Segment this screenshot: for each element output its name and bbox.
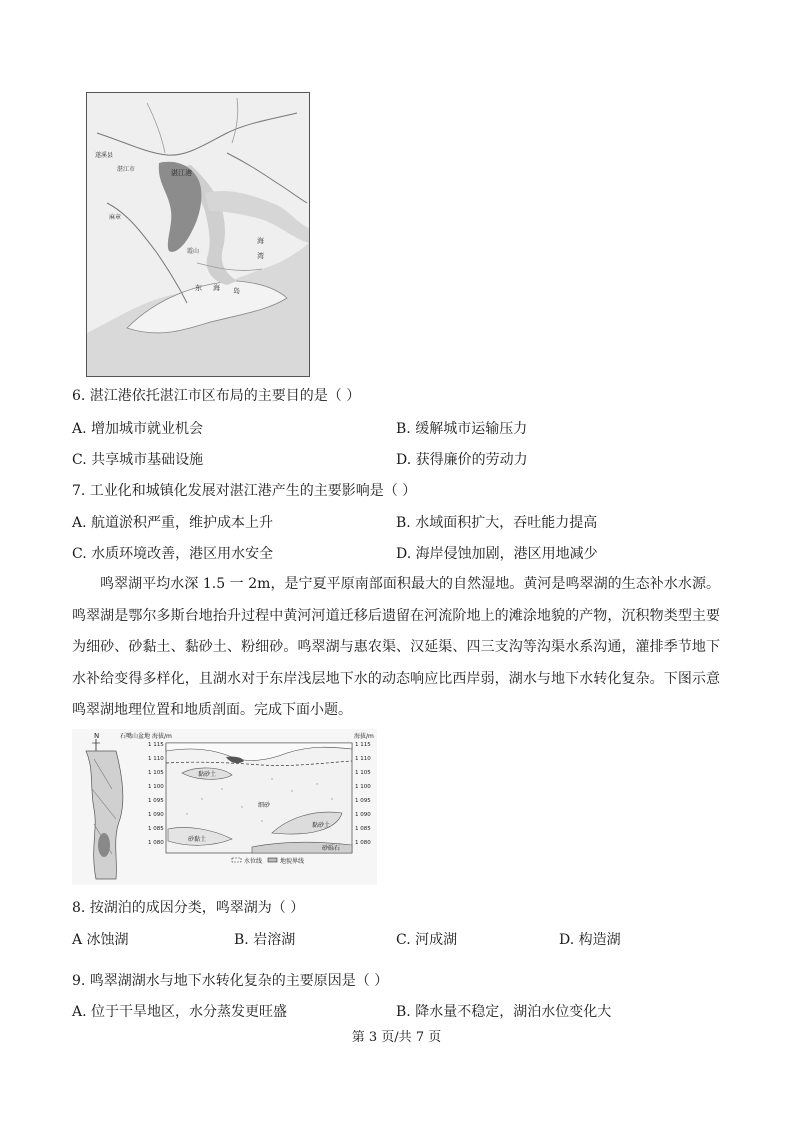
page-number: 第 3 页/共 7 页 (351, 1030, 442, 1045)
reading-passage (72, 569, 720, 727)
left-tick-5: 1 090 (148, 812, 164, 818)
map-label-city: 湛江市 (117, 166, 136, 173)
left-tick-6: 1 085 (148, 826, 164, 832)
question-7-option-d: D. 海岸侵蚀加剧，港区用地减少 (396, 546, 598, 562)
layer-label-2: 细砂 (258, 802, 271, 809)
question-6-option-a: A. 增加城市就业机会 (72, 421, 204, 437)
left-tick-2: 1 105 (148, 770, 164, 776)
left-tick-3: 1 100 (148, 784, 164, 790)
question-7-option-c: C. 水质环境改善，港区用水安全 (72, 546, 274, 562)
left-tick-4: 1 095 (148, 798, 164, 804)
right-tick-3: 1 100 (355, 784, 371, 790)
zhanjiang-port-map (86, 92, 310, 377)
question-7-option-b: B. 水域面积扩大，吞吐能力提高 (396, 515, 598, 531)
question-6-option-b: B. 缓解城市运输压力 (396, 421, 528, 437)
fig2-left-title: 石嘴山盆地 (120, 733, 151, 740)
question-8-option-a: A 冰蚀湖 (72, 932, 129, 948)
legend-water-line: 水位线 (244, 858, 263, 865)
map-label-4: 海 (257, 237, 264, 245)
question-8-option-c: C. 河成湖 (396, 932, 458, 948)
lake-profile-figure (72, 729, 377, 885)
right-tick-2: 1 105 (355, 770, 371, 776)
right-tick-6: 1 085 (355, 826, 371, 832)
map-label-2: 海 (213, 284, 220, 292)
fig2-axis-right-title: 海拔/m (354, 733, 374, 740)
layer-label-1: 黏砂土 (198, 771, 217, 778)
question-8-option-b: B. 岩溶湖 (234, 932, 296, 948)
left-tick-1: 1 110 (148, 756, 164, 762)
left-tick-7: 1 080 (148, 840, 164, 846)
question-8-stem: 8. 按湖泊的成因分类，鸣翠湖为（ ） (72, 900, 305, 916)
map-label-6: 遂溪县 (95, 152, 114, 159)
map-label-7: 麻章 (109, 214, 122, 221)
question-6-stem: 6. 湛江港依托湛江市区布局的主要目的是（ ） (72, 388, 361, 404)
legend-boundary: 地貌界线 (280, 858, 305, 865)
map-label-8: 霞山 (187, 248, 200, 255)
north-label: N (94, 732, 100, 740)
left-tick-0: 1 115 (148, 742, 164, 748)
question-9-option-b: B. 降水量不稳定，湖泊水位变化大 (396, 1004, 612, 1020)
right-tick-5: 1 090 (355, 812, 371, 818)
question-6-option-c: C. 共享城市基础设施 (72, 452, 204, 468)
right-tick-7: 1 080 (355, 840, 371, 846)
question-6-option-d: D. 获得廉价的劳动力 (396, 452, 528, 468)
layer-label-5: 砂砾石 (322, 845, 341, 852)
legend-boundary-icon (268, 858, 277, 862)
map-label-5: 湾 (257, 252, 264, 260)
question-8-option-d: D. 构造湖 (559, 932, 621, 948)
right-tick-1: 1 110 (355, 756, 371, 762)
map-label-1: 东 (195, 284, 202, 292)
fig2-axis-left-title: 海拔/m (152, 733, 172, 740)
right-tick-4: 1 095 (355, 798, 371, 804)
layer-label-4: 砂黏土 (188, 836, 207, 843)
map-label-port: 湛江港 (171, 169, 192, 177)
map-label-3: 岛 (233, 287, 240, 295)
question-7-stem: 7. 工业化和城镇化发展对湛江港产生的主要影响是（ ） (72, 483, 417, 499)
question-9-option-a: A. 位于干旱地区，水分蒸发更旺盛 (72, 1004, 288, 1020)
layer-label-3: 黏砂土 (312, 822, 331, 829)
question-9-stem: 9. 鸣翠湖湖水与地下水转化复杂的主要原因是（ ） (72, 973, 389, 989)
question-7-option-a: A. 航道淤积严重，维护成本上升 (72, 515, 274, 531)
right-tick-0: 1 115 (355, 742, 371, 748)
reading-passage-text: 鸣翠湖平均水深 1.5 一 2m，是宁夏平原南部面积最大的自然湿地。黄河是鸣翠湖的生态补水水源。鸣翠湖是鄂尔多斯台地抬升过程中黄河河道迁移后遗留在河流阶地上的滩涂地貌的产物，沉积物类型主要为细砂、砂黏土、黏砂土、粉细砂。鸣翠湖与惠农渠、汉延渠、四三支沟等沟渠水系沟通，灌排季节地下水补给变得多样化，且湖水对于东岸浅层地下水的动态响应比西岸弱，湖水与地下水转化复杂。下图示意鸣翠湖地理位置和地质剖面。完成下面小题。 (72, 576, 720, 718)
